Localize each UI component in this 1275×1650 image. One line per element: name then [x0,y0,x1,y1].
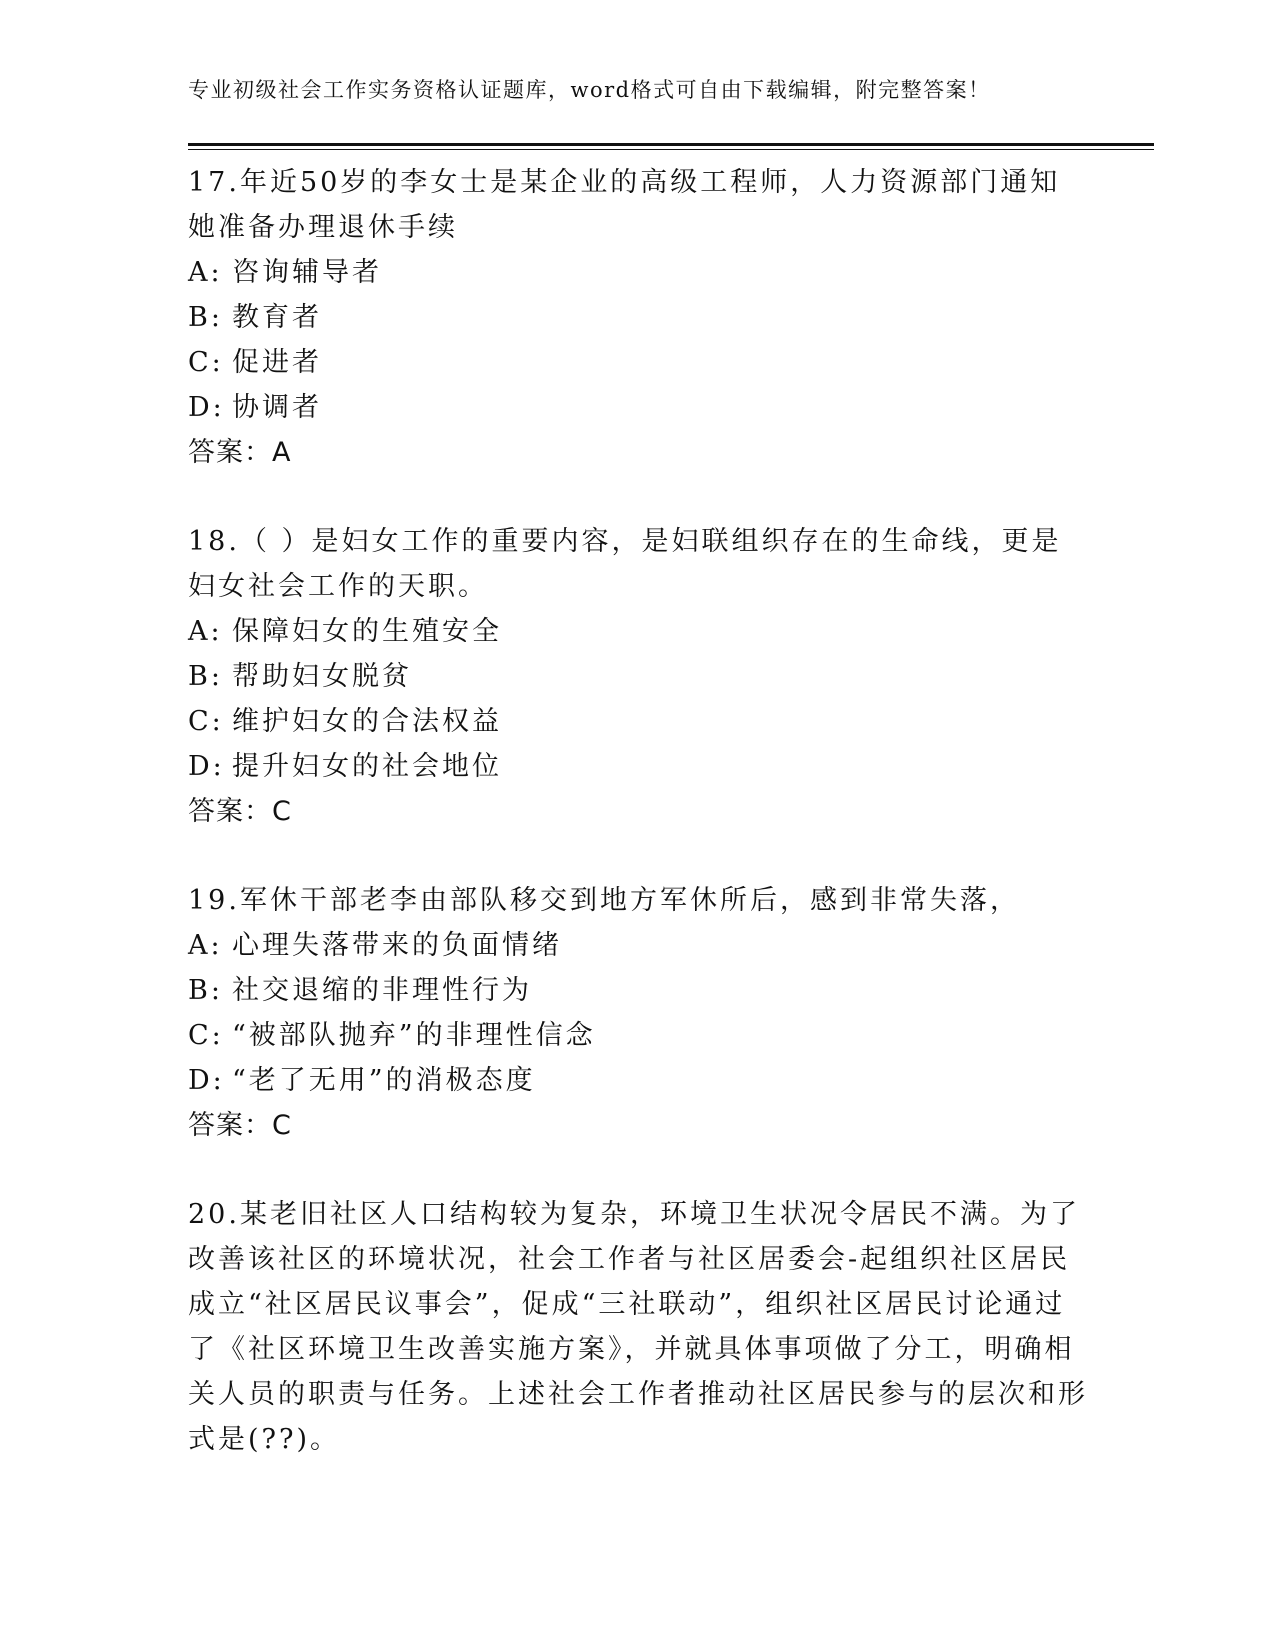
answer-line: 答案：C [188,796,292,827]
question-stem: 20.某老旧社区人口结构较为复杂，环境卫生状况令居民不满。为了改善该社区的环境状况，社会工作者与社区居委会-起组织社区居民成立“社区居民议事会”，促成“三社联动”，组织社区居民讨论通过了《社区环境卫生改善实施方案》，并就具体事项做了分工，明确相关人员的职责与任务。上述社会工作者推动社区居民参与的层次和形式是(??)。 [188,1199,1088,1455]
option-b [188,968,1088,1013]
option-a [188,609,1088,654]
option-letter: B: [188,302,223,333]
option-text: 心理失落带来的负面情绪 [232,930,562,961]
option-text: 社交退缩的非理性行为 [232,975,532,1006]
option-text: 促进者 [232,347,322,378]
question-list [188,160,1088,1506]
option-letter: C: [188,706,224,737]
option-letter: B: [188,975,223,1006]
option-letter: C: [188,347,224,378]
option-text: “被部队抛弃”的非理性信念 [232,1020,596,1051]
question-stem: 18.（ ）是妇女工作的重要内容，是妇联组织存在的生命线，更是妇女社会工作的天职。 [188,526,1062,602]
option-c [188,340,1088,385]
option-letter: A: [188,257,223,288]
option-text: “老了无用”的消极态度 [232,1065,536,1096]
question-17 [188,160,1088,475]
option-c [188,1013,1088,1058]
option-text: 保障妇女的生殖安全 [232,616,502,647]
option-letter: A: [188,930,223,961]
answer-line: 答案：A [188,437,292,468]
question-stem: 17.年近50岁的李女士是某企业的高级工程师，人力资源部门通知她准备办理退休手续 [188,167,1061,243]
option-d [188,744,1088,789]
option-b [188,654,1088,699]
option-letter: D: [188,392,225,423]
question-stem: 19.军休干部老李由部队移交到地方军休所后，感到非常失落， [188,885,1020,916]
option-c [188,699,1088,744]
answer-line: 答案：C [188,1110,292,1141]
option-letter: D: [188,1065,225,1096]
header-rule-thick [188,143,1154,146]
option-d [188,385,1088,430]
option-d [188,1058,1088,1103]
option-text: 提升妇女的社会地位 [232,751,502,782]
option-letter: B: [188,661,223,692]
option-text: 维护妇女的合法权益 [232,706,502,737]
option-letter: D: [188,751,225,782]
option-text: 帮助妇女脱贫 [232,661,412,692]
option-text: 咨询辅导者 [232,257,382,288]
question-19 [188,878,1088,1148]
page-header: 专业初级社会工作实务资格认证题库，word格式可自由下载编辑，附完整答案！ [188,78,991,102]
option-text: 教育者 [232,302,322,333]
header-rule-thin [188,149,1154,150]
question-20 [188,1192,1088,1462]
option-text: 协调者 [232,392,322,423]
question-18 [188,519,1088,834]
option-letter: A: [188,616,223,647]
option-a [188,250,1088,295]
option-b [188,295,1088,340]
option-letter: C: [188,1020,224,1051]
option-a [188,923,1088,968]
